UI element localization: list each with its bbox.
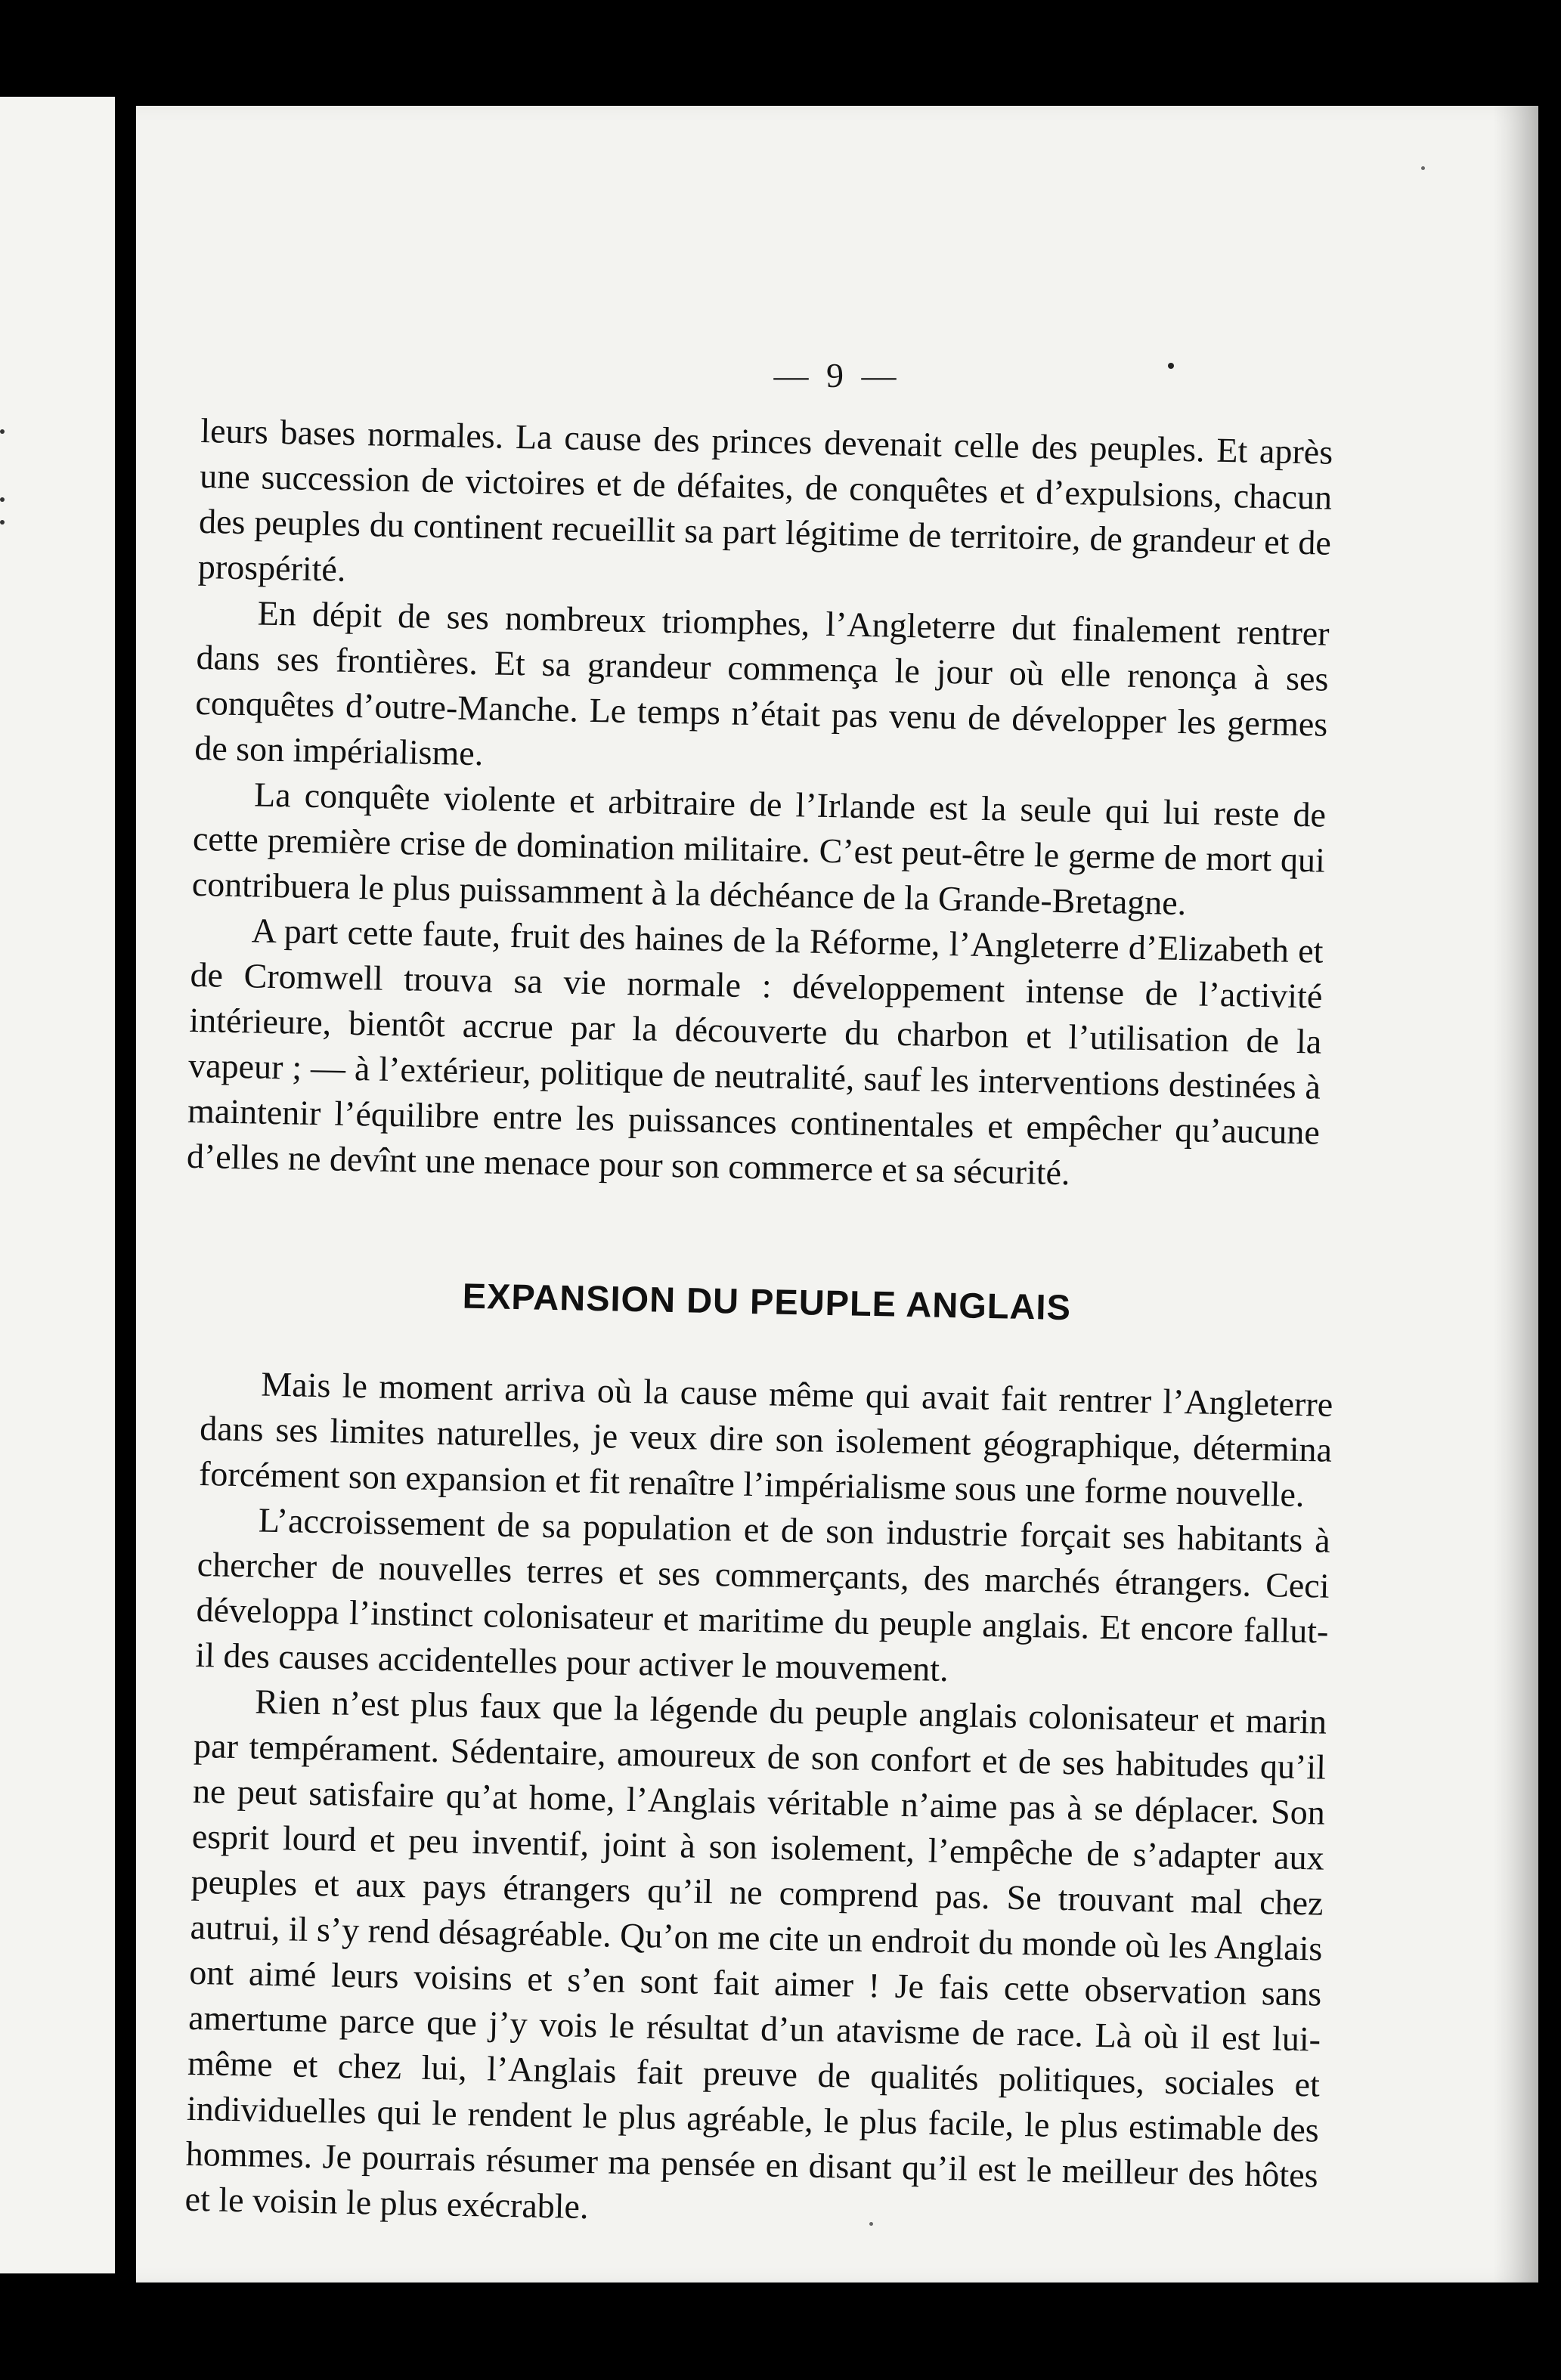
page-number: — 9 —	[773, 356, 901, 395]
paragraph: A part cette faute, fruit des haines de la Réforme, l’Angleterre d’Elizabeth et de Cromwell trouva sa vie normale : développement intense de l’activité intérieure, bientôt accrue par la découverte du charbon et l’utilisation de la vapeur ; — à l’extérieur, politique de neutralité, sauf les interventions destinées à maintenir l’équilibre entre les puissances continentales et empêcher qu’aucune d’elles ne devînt une menace pour son commerce et sa sécurité.	[186, 911, 1324, 1193]
binding-shadow	[1493, 106, 1538, 2283]
ink-speck	[869, 2222, 873, 2226]
adjacent-page-edge	[0, 97, 115, 2273]
paragraph: La conquête violente et arbitraire de l’Irlande est la seule qui lui reste de cette première crise de domination militaire. C’est peut-être le germe de mort qui contribuera le plus puissamment à la déchéance de la Grande-Bretagne.	[191, 775, 1327, 923]
edge-mark	[0, 497, 5, 502]
paragraph: En dépit de ses nombreux triomphes, l’Angleterre dut finalement rentrer dans ses frontières. Et sa grandeur commença le jour où elle renonça à ses conquêtes d’outre-Manche. Le temps n’était pas venu de développer les germes de son impérialisme.	[194, 593, 1330, 773]
ink-speck	[1168, 363, 1174, 369]
body-text-top	[186, 408, 1333, 1201]
section-heading: EXPANSION DU PEUPLE ANGLAIS	[462, 1275, 1072, 1328]
body-text-bottom	[184, 1360, 1333, 2244]
ink-speck	[1421, 166, 1425, 170]
edge-mark	[0, 520, 5, 525]
edge-mark	[0, 429, 5, 434]
paragraph: Mais le moment arriva où la cause même qui avait fait rentrer l’Angleterre dans ses limites naturelles, je veux dire son isolement géographique, détermina forcément son expansion et fit renaître l’impérialisme sous une forme nouvelle.	[198, 1364, 1333, 1515]
paragraph: L’accroissement de sa population et de son industrie forçait ses habitants à chercher de nouvelles terres et ses commerçants, des marchés étrangers. Ceci développa l’instinct colonisateur et maritime du peuple anglais. Et encore fallut-il des causes accidentelles pour activer le mouvement.	[195, 1500, 1331, 1689]
paragraph: Rien n’est plus faux que la légende du peuple anglais colonisateur et marin par tempérament. Sédentaire, amoureux de son confort et de ses habitudes qu’il ne peut satisfaire qu’at home, l’Anglais véritable n’aime pas à se déplacer. Son esprit lourd et peu inventif, joint à son isolement, l’empêche de s’adapter aux peuples et aux pays étrangers qu’il ne comprend pas. Se trouvant mal chez autrui, il s’y rend désagréable. Qu’on me cite un endroit du monde où les Anglais ont aimé leurs voisins et s’en sont fait aimer ! Je fais cette observation sans amertume parce que j’y vois le résultat d’un atavisme de race. Là où il est lui-même et chez lui, l’Anglais fait preuve de qualités politiques, sociales et individuelles qui le rendent le plus agréable, le plus facile, le plus estimable des hommes. Je pourrais résumer ma pensée en disant qu’il est le meilleur des hôtes et le voisin le plus exécrable.	[184, 1682, 1327, 2227]
paragraph: leurs bases normales. La cause des princes devenait celle des peuples. Et après une succession de victoires et de défaites, de conquêtes et d’expulsions, chacun des peuples du continent recueillit sa part légitime de territoire, de grandeur et de prospérité.	[197, 410, 1333, 589]
book-page	[136, 106, 1538, 2283]
